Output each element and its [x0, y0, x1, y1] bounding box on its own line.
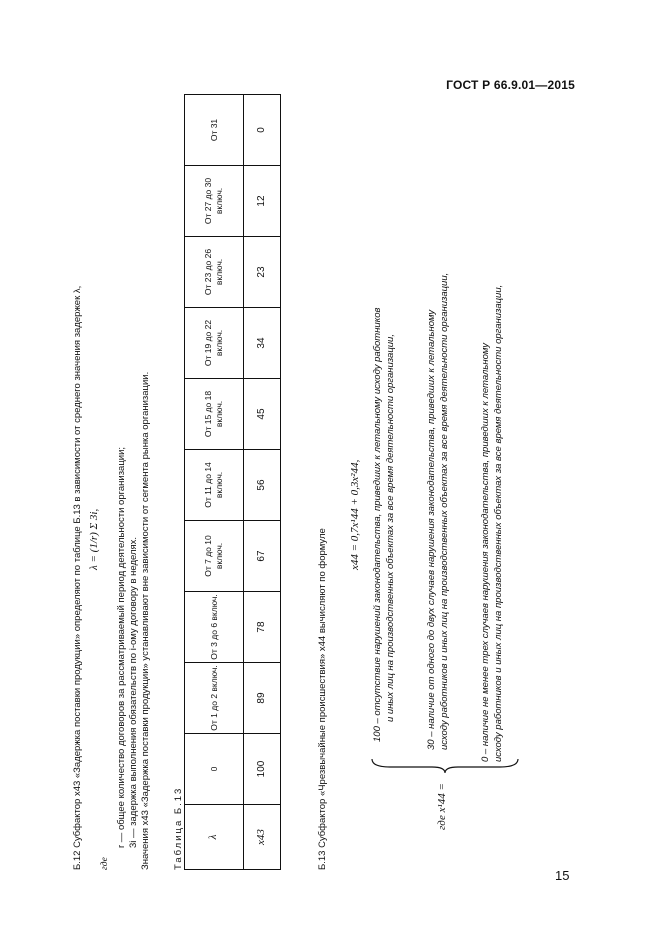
table-cell: От 27 до 30 включ.	[185, 166, 244, 237]
table-cell: 23	[244, 237, 281, 308]
table-cell: От 11 до 14 включ.	[185, 450, 244, 521]
table-cell: От 19 до 22 включ.	[185, 308, 244, 379]
case-30-line1: 30 – наличие от одного до двух случаев нарушения законодательства, приведших к летальному	[426, 309, 437, 750]
table-cell: 89	[244, 663, 281, 734]
rotated-content	[72, 65, 537, 870]
table-cell: 34	[244, 308, 281, 379]
r-definition: r — общее количество договоров за рассматриваемый период деятельности организации;	[116, 446, 127, 848]
values-note: Значения x43 «Задержка поставки продукции» устанавливают вне зависимости от сегмента рынка организации.	[140, 371, 151, 870]
b12-formula: λ = (1/r) Σ 3i,	[88, 508, 100, 570]
table-cell: 78	[244, 592, 281, 663]
table-cell: 100	[244, 734, 281, 805]
table-cell: От 1 до 2 включ.	[185, 663, 244, 734]
table-b13	[184, 94, 281, 870]
case-0-line1: 0 – наличие не менее трех случаев нарушения законодательства, приведших к летальному	[480, 342, 491, 762]
table-cell: От 7 до 10 включ.	[185, 521, 244, 592]
table-cell: 12	[244, 166, 281, 237]
table-cell: От 23 до 26 включ.	[185, 237, 244, 308]
document-code: ГОСТ Р 66.9.01—2015	[446, 78, 575, 92]
table-cell: От 15 до 18 включ.	[185, 379, 244, 450]
case-30-line2: исходу работников и иных лиц на производственных объектах за все время деятельности организации,	[439, 272, 450, 750]
table-cell: От 3 до 6 включ.	[185, 592, 244, 663]
zi-definition: 3i — задержка выполнения обязательств по i-ому договору в неделях.	[128, 536, 139, 848]
table-cell: 0	[185, 734, 244, 805]
x144-lhs: где x¹44 =	[436, 783, 448, 830]
table-caption: Таблица Б.13	[173, 786, 184, 870]
table-cell: 67	[244, 521, 281, 592]
where-word: где	[100, 857, 110, 870]
table-row	[185, 95, 244, 870]
case-0-line2: исходу работников и иных лиц на производственных объектах за все время деятельности организации,	[493, 284, 504, 762]
b12-intro: Б.12 Субфактор x43 «Задержка поставки продукции» определяют по таблице Б.13 в зависимости от среднего значения задержек λ,	[72, 285, 83, 870]
b13-formula: x44 = 0,7x¹44 + 0,3x²44,	[349, 459, 361, 570]
table-cell: От 31	[185, 95, 244, 166]
table-cell: 56	[244, 450, 281, 521]
case-100-line1: 100 – отсутствие нарушений законодательства, приведших к летальному исходу работников	[372, 307, 383, 742]
b13-intro: Б.13 Субфактор «Чрезвычайные происшествия» x44 вычисляют по формуле	[317, 528, 328, 870]
table-cell: 45	[244, 379, 281, 450]
case-100-line2: и иных лиц на производственных объектах за все время деятельности организации,	[385, 334, 396, 722]
table-cell: 0	[244, 95, 281, 166]
table-cell: λ	[185, 805, 244, 870]
table-row	[244, 95, 281, 870]
table-cell: x43	[244, 805, 281, 870]
page-number: 15	[555, 868, 570, 883]
